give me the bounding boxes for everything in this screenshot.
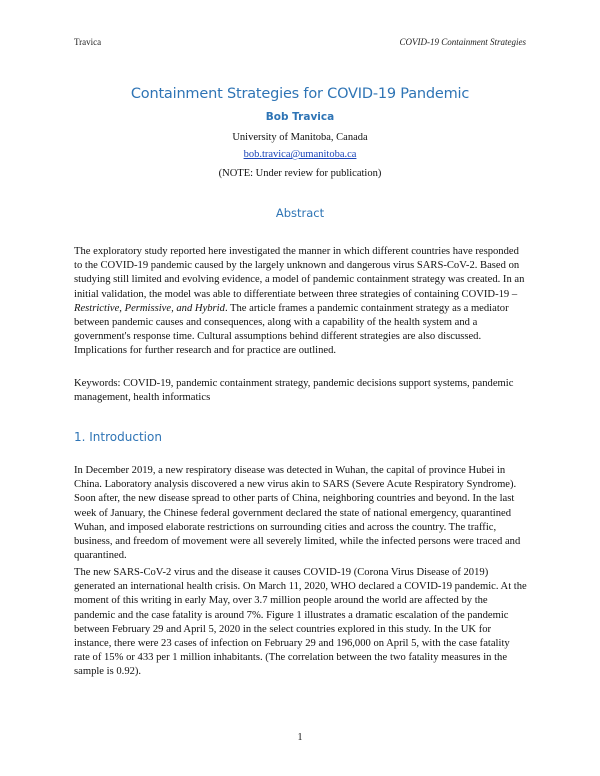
paper-title: Containment Strategies for COVID-19 Pandemic bbox=[130, 86, 470, 102]
page-number: 1 bbox=[297, 732, 303, 743]
section-heading-introduction: 1. Introduction bbox=[74, 430, 162, 444]
review-note: (NOTE: Under review for publication) bbox=[218, 168, 382, 179]
abstract-text-part-b: . The article frames a pandemic containment strategy as a mediator between pandemic causes and consequences, along with a capability of the health system and a government's response time. Cultural assumptions behind different strategies are also discussed. Implications for further research and for practice are outlined. bbox=[74, 302, 509, 357]
running-header bbox=[74, 37, 526, 47]
title-block bbox=[0, 86, 600, 179]
abstract-strategies-italic: Restrictive, Permissive, and Hybrid bbox=[74, 302, 225, 314]
author-email-link[interactable]: bob.travica@umanitoba.ca bbox=[243, 149, 357, 160]
affiliation: University of Manitoba, Canada bbox=[232, 132, 368, 143]
introduction-paragraph-1: In December 2019, a new respiratory disease was detected in Wuhan, the capital of province Hubei in China. Laboratory analysis discovered a new virus akin to SARS (Severe Acute Respiratory Syndrome). Soon after, the new disease spread to other parts of China, neighboring countries and beyond. In the last week of January, the Chinese federal government declared the state of national emergency, quarantined Wuhan, and imposed elaborate restrictions on surrounding cities and across the country. The traffic, business, and freedom of movement were all severely limited, while the infected persons were traced and quarantined. bbox=[74, 465, 521, 562]
abstract-text-part-a: The exploratory study reported here investigated the manner in which different countries have responded to the COVID-19 pandemic caused by the largely unknown and dangerous virus SARS-CoV-2. Based on studying still limited and evolving evidence, a model of pandemic containment strategy was created. In an initial validation, the model was able to differentiate between three strategies of containing COVID-19 – bbox=[74, 246, 525, 300]
abstract-text bbox=[74, 245, 528, 359]
header-short-title: COVID-19 Containment Strategies bbox=[399, 37, 526, 47]
introduction-paragraph-2: The new SARS-CoV-2 virus and the disease it causes COVID-19 (Corona Virus Disease of 2019) generated an international health crisis. On March 11, 2020, WHO declared a COVID-19 pandemic. At the moment of this writing in early May, over 3.7 million people around the world are affected by the pandemic and the case fatality is around 7%. Figure 1 illustrates a dramatic escalation of the pandemic between February 29 and April 5, 2020 in the select countries explored in this study. In the UK for instance, there were 23 cases of infection on February 29 and 196,000 on April 5, with the case fatality rate of 15% or 433 per 1 million inhabitants. (The correlation between the two fatality measures in the sample is 0.92). bbox=[74, 567, 527, 678]
header-author: Travica bbox=[74, 37, 102, 47]
author-name: Bob Travica bbox=[265, 111, 335, 123]
abstract-heading: Abstract bbox=[275, 206, 325, 220]
keywords: Keywords: COVID-19, pandemic containment strategy, pandemic decisions support systems, pandemic management, health informatics bbox=[74, 378, 514, 404]
